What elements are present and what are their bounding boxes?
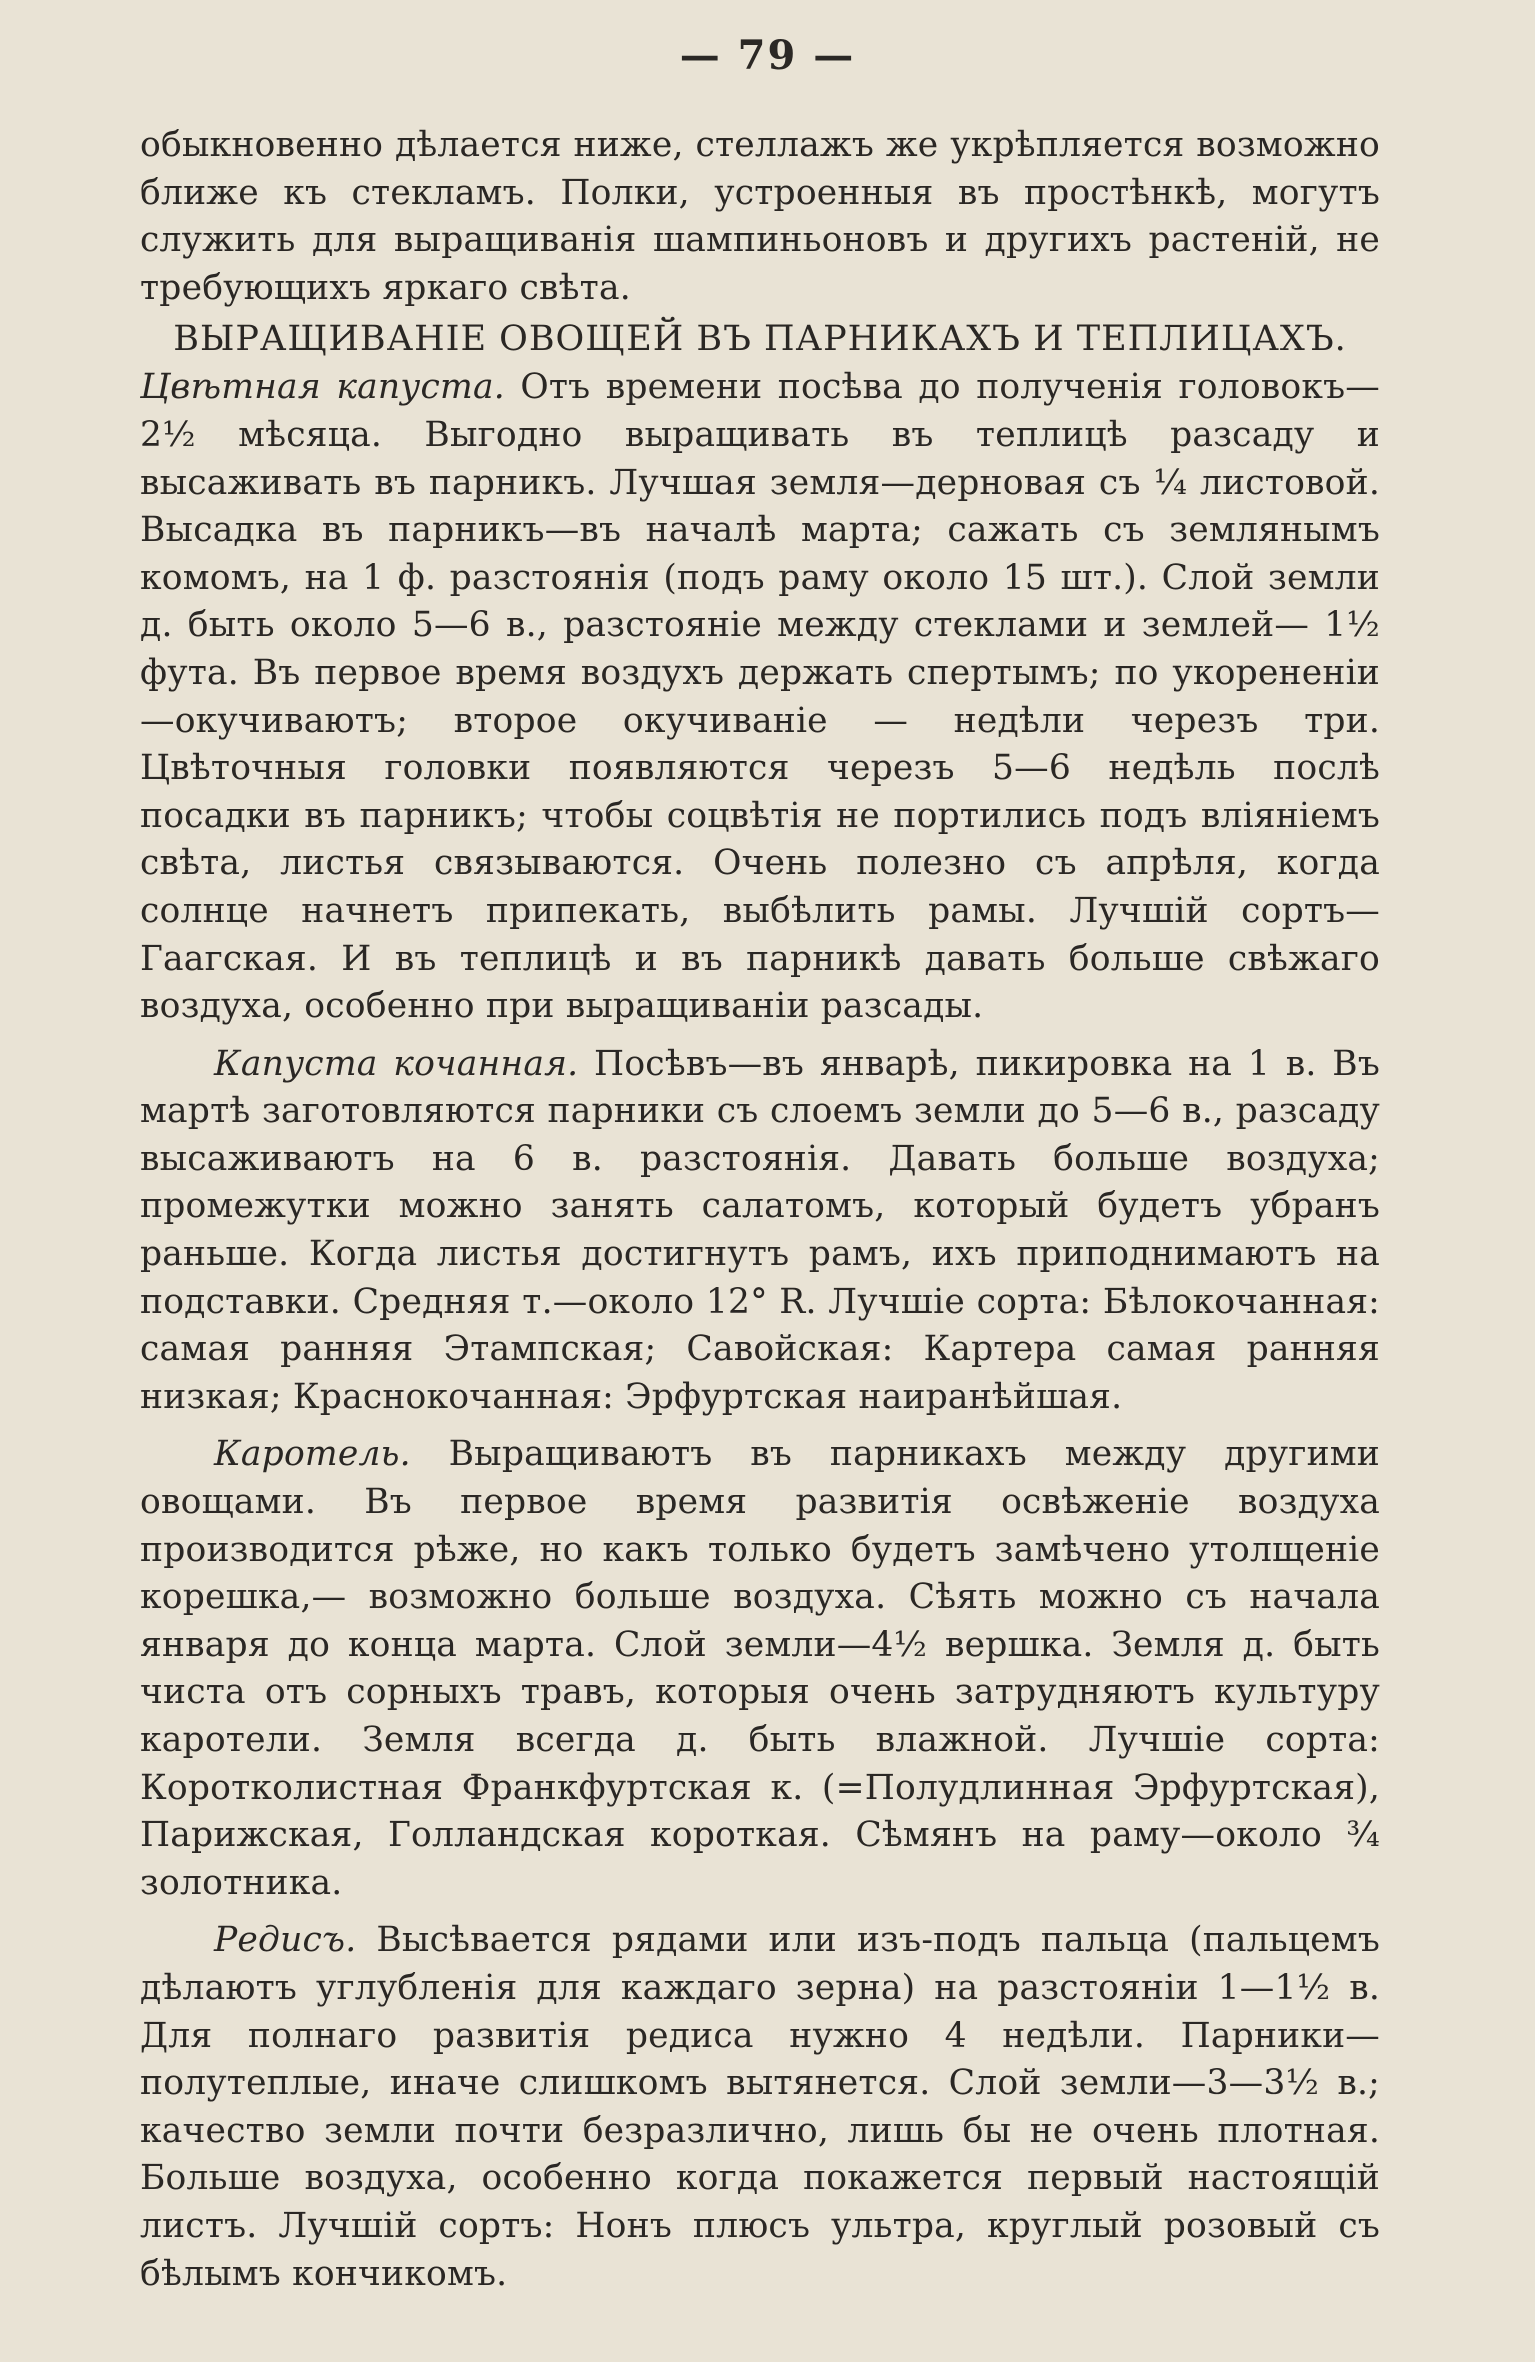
body-carrot: Выращиваютъ въ парникахъ между другими овощами. Въ первое время развитія освѣженіе воздуха производится рѣже, но какъ только будетъ замѣчено утолщеніе корешка,— возможно больше воздуха. Сѣять можно съ начала января до конца марта. Слой земли—4½ вершка. Земля д. быть чиста отъ сорныхъ травъ, которыя очень затрудняютъ культуру каротели. Земля всегда д. быть влажной. Лучшіе сорта: Коротколистная Франкфуртская к. (=Полудлинная Эрфуртская), Парижская, Голландская короткая. Сѣмянъ на раму—около ¾ золотника. xyxy=(140,1434,1380,1903)
paragraph-radish xyxy=(140,1917,1380,2298)
term-cauliflower: Цвѣтная капуста. xyxy=(140,367,505,408)
section-heading: ВЫРАЩИВАНІЕ ОВОЩЕЙ ВЪ ПАРНИКАХЪ И ТЕПЛИЦАХЪ. xyxy=(173,319,1347,360)
term-cabbage: Капуста кочанная. xyxy=(214,1043,579,1084)
body-cauliflower: Отъ времени посѣва до полученія головокъ— 2½ мѣсяца. Выгодно выращивать въ теплицѣ разсаду и высаживать въ парникъ. Лучшая земля—дерновая съ ¼ листовой. Высадка въ парникъ—въ началѣ марта; сажать съ землянымъ комомъ, на 1 ф. разстоянія (подъ раму около 15 шт.). Слой земли д. быть около 5—6 в., разстояніе между стеклами и землей— 1½ фута. Въ первое время воздухъ держать спертымъ; по укорененіи—окучиваютъ; второе окучиваніе — недѣли черезъ три. Цвѣточныя головки появляются черезъ 5—6 недѣль послѣ посадки въ парникъ; чтобы соцвѣтія не портились подъ вліяніемъ свѣта, листья связываются. Очень полезно съ апрѣля, когда солнце начнетъ припекать, выбѣлить рамы. Лучшій сортъ—Гаагская. И въ теплицѣ и въ парникѣ давать больше свѣжаго воздуха, особенно при выращиваніи разсады. xyxy=(140,367,1380,1027)
intro-paragraph: обыкновенно дѣлается ниже, стеллажъ же укрѣпляется возможно ближе къ стекламъ. Полки, устроенныя въ простѣнкѣ, могутъ служить для выращиванія шампиньоновъ и другихъ растеній, не требующихъ яркаго свѣта. xyxy=(140,125,1380,308)
page-content xyxy=(140,122,1380,2298)
paragraph-cabbage xyxy=(140,1041,1380,1422)
term-carrot: Каротель. xyxy=(214,1434,411,1475)
term-radish: Редисъ. xyxy=(214,1920,357,1961)
body-radish: Высѣвается рядами или изъ-подъ пальца (пальцемъ дѣлаютъ углубленія для каждаго зерна) на разстояніи 1—1½ в. Для полнаго развитія редиса нужно 4 недѣли. Парники—полутеплые, иначе слишкомъ вытянется. Слой земли—3—3½ в.; качество земли почти безразлично, лишь бы не очень плотная. Больше воздуха, особенно когда покажется первый настоящій листъ. Лучшій сортъ: Нонъ плюсъ ультра, круглый розовый съ бѣлымъ кончикомъ. xyxy=(140,1920,1380,2294)
body-cabbage: Посѣвъ—въ январѣ, пикировка на 1 в. Въ мартѣ заготовляются парники съ слоемъ земли до 5—6 в., разсаду высаживаютъ на 6 в. разстоянія. Давать больше воздуха; промежутки можно занять салатомъ, который будетъ убранъ раньше. Когда листья достигнутъ рамъ, ихъ приподнимаютъ на подставки. Средняя т.—около 12° R. Лучшіе сорта: Бѣлокочанная: самая ранняя Этампская; Савойская: Картера самая ранняя низкая; Краснокочанная: Эрфуртская наиранѣйшая. xyxy=(140,1043,1380,1417)
paragraph-carrot xyxy=(140,1431,1380,1907)
paragraph-cauliflower xyxy=(140,364,1380,1030)
page-number: — 79 — xyxy=(679,32,856,79)
